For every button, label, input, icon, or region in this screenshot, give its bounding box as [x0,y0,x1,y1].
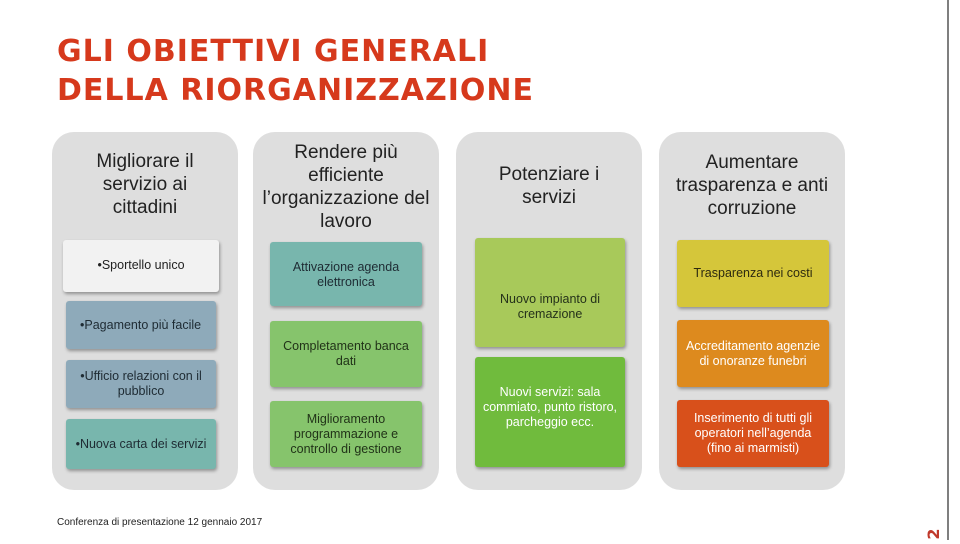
objective-item-programmazione: Miglioramento programmazione e controllo di gestione [270,401,422,467]
objective-item-agenda-operatori: Inserimento di tutti gli operatori nell’agenda (fino ai marmisti) [677,400,829,467]
column-heading-2: Rendere più efficiente l’organizzazione del lavoro [262,142,430,232]
slide-title [57,32,534,110]
objective-item-pagamento: •Pagamento più facile [66,301,216,349]
slide-number-container [924,524,944,544]
footer-text: Conferenza di presentazione 12 gennaio 2017 [57,517,263,528]
objective-item-agenda: Attivazione agenda elettronica [270,242,422,306]
objective-item-accreditamento: Accreditamento agenzie di onoranze funebri [677,320,829,387]
objective-item-banca-dati: Completamento banca dati [270,321,422,387]
vertical-divider [947,0,949,540]
objective-item-sportello: •Sportello unico [63,240,219,292]
objective-item-carta-servizi: •Nuova carta dei servizi [66,419,216,469]
slide-title-line-1: GLI OBIETTIVI GENERALI [57,34,490,69]
slide-title-line-2: DELLA RIORGANIZZAZIONE [57,73,535,108]
column-heading-4: Aumentare trasparenza e anti corruzione [675,152,829,219]
slide-number: 2 [924,528,943,540]
column-heading-1: Migliorare il servizio ai cittadini [96,151,194,218]
column-heading-3: Potenziare i servizi [498,164,600,208]
objective-item-urp: •Ufficio relazioni con il pubblico [66,360,216,408]
objective-item-impianto-cremazione: Nuovo impianto di cremazione [475,238,625,347]
objective-item-trasparenza-costi: Trasparenza nei costi [677,240,829,307]
objective-item-nuovi-servizi: Nuovi servizi: sala commiato, punto ristoro, parcheggio ecc. [475,357,625,467]
